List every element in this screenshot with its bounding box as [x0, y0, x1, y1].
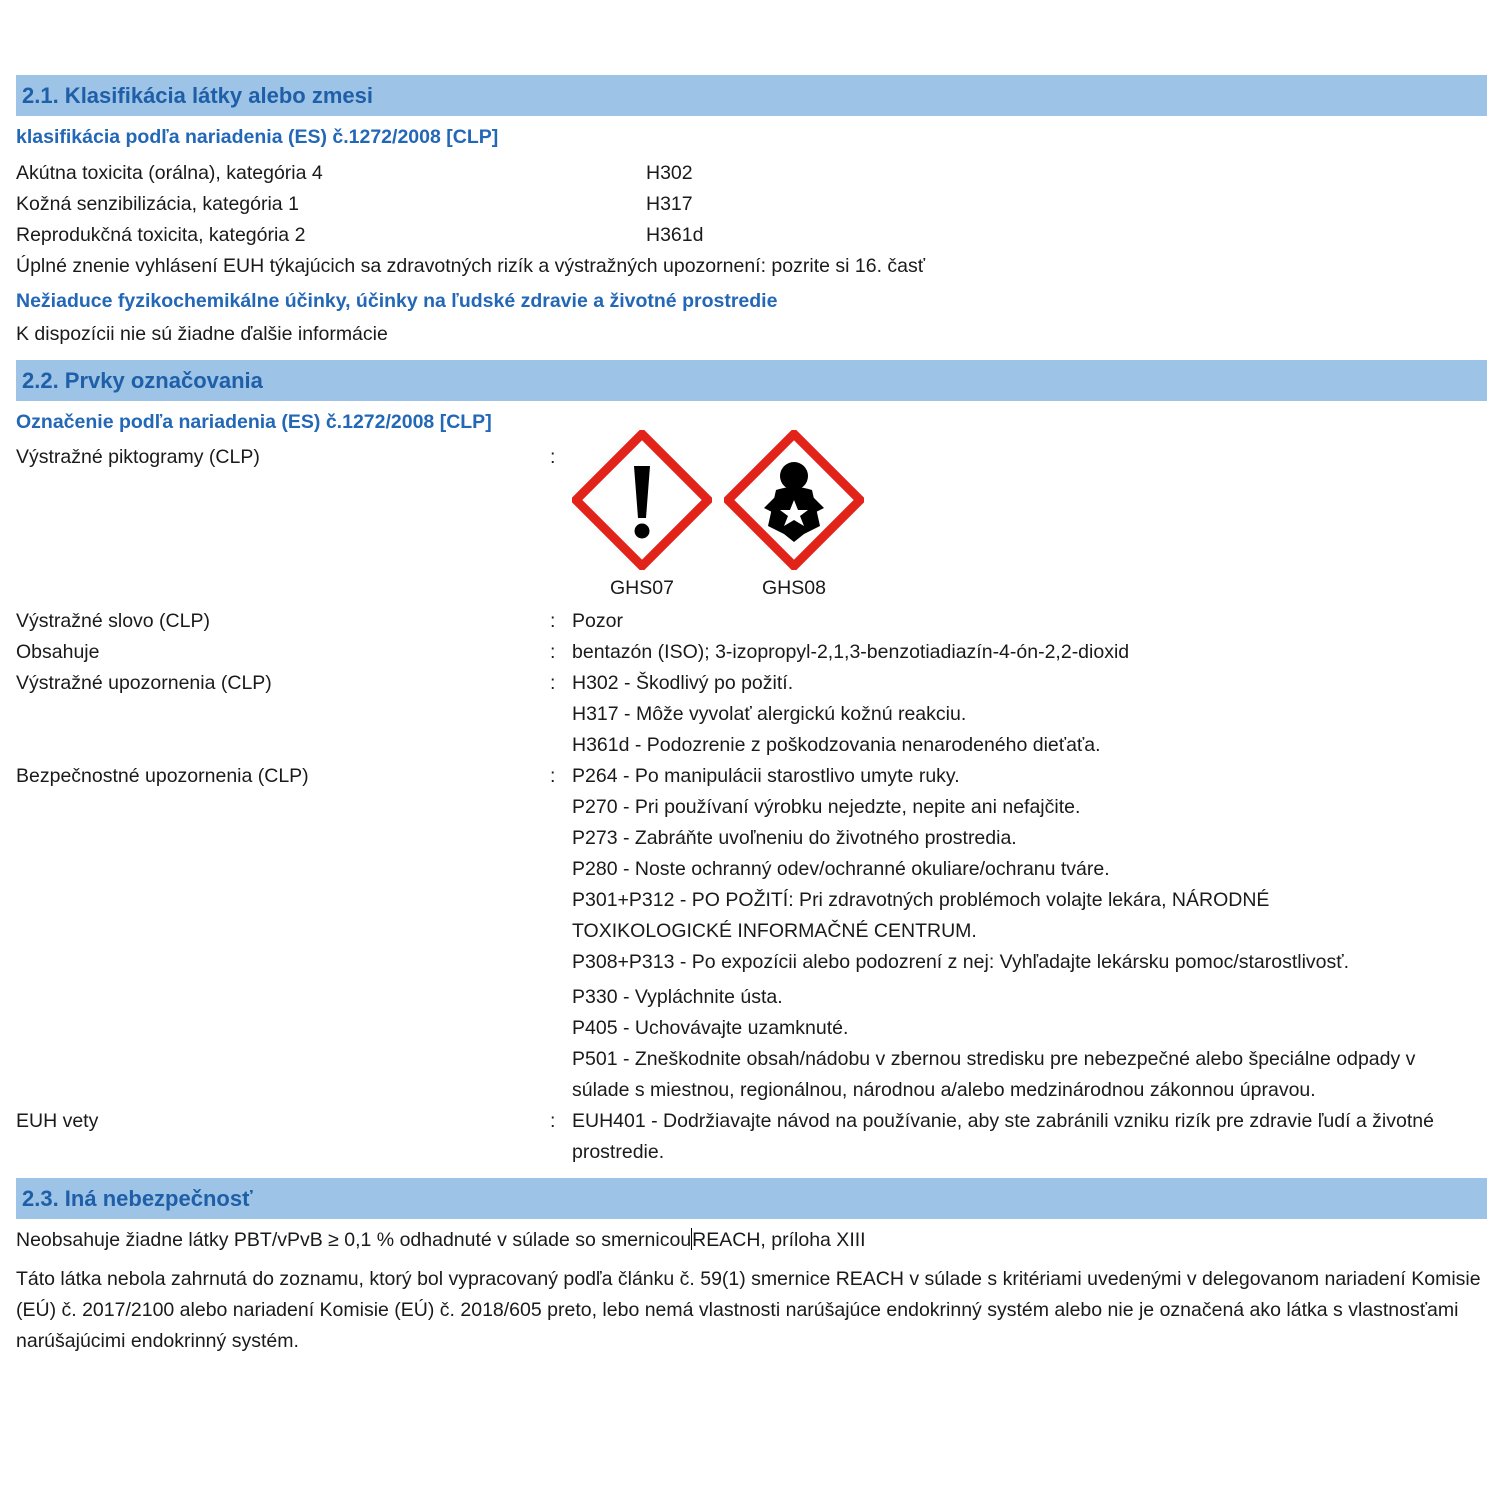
classification-name: Kožná senzibilizácia, kategória 1 [16, 193, 299, 215]
subheading-clp-classification: klasifikácia podľa nariadenia (ES) č.1272/2008 [CLP] [16, 126, 499, 148]
contains-row [16, 637, 1487, 668]
hazard-statement: H361d - Podozrenie z poškodzovania nenarodeného dieťaťa. [572, 734, 1101, 756]
section-header-2-1: 2.1. Klasifikácia látky alebo zmesi [16, 75, 1487, 116]
contains-value: bentazón (ISO); 3-izopropyl-2,1,3-benzotiadiazín-4-ón-2,2-dioxid [572, 641, 1130, 663]
classification-name: Reprodukčná toxicita, kategória 2 [16, 224, 306, 246]
endocrine-disruptor-text: Táto látka nebola zahrnutá do zoznamu, ktorý bol vypracovaný podľa článku č. 59(1) smernice REACH v súlade s kritériami uvedenými v delegovanom nariadení Komisie (EÚ) č. 2017/2100 alebo nariadení Komisie (EÚ) č. 2018/605 preto, lebo nemá vlastnosti narúšajúce endokrinný systém alebo nie je označená ako látka s vlastnosťami narúšajúcimi endokrinný systém. [16, 1268, 1481, 1352]
subheading-clp-labelling: Označenie podľa nariadenia (ES) č.1272/2008 [CLP] [16, 411, 492, 433]
pictogram-ghs08 [724, 430, 864, 600]
pictogram-list [572, 430, 1487, 600]
colon: : [550, 765, 556, 787]
euh-statements-label: EUH vety [16, 1110, 99, 1132]
pictogram-code: GHS07 [610, 577, 674, 599]
signal-word-row [16, 606, 1487, 637]
pictogram-code: GHS08 [762, 577, 826, 599]
subheading-adverse-effects: Nežiaduce fyzikochemikálne účinky, účinky na ľudské zdravie a životné prostredie [16, 290, 778, 312]
precautionary-statement: P301+P312 - PO POŽITÍ: Pri zdravotných problémoch volajte lekára, NÁRODNÉ TOXIKOLOGICKÉ INFORMAČNÉ CENTRUM. [572, 889, 1270, 942]
colon: : [550, 672, 556, 694]
colon: : [550, 1110, 556, 1132]
pbt-vpvb-text-part: REACH, príloha XIII [692, 1229, 866, 1251]
classification-code: H361d [646, 224, 704, 246]
precautionary-statement: P308+P313 - Po expozícii alebo podozrení z nej: Vyhľadajte lekársku pomoc/starostlivosť. [572, 951, 1350, 973]
signal-word-label: Výstražné slovo (CLP) [16, 610, 210, 632]
health-hazard-icon [724, 430, 864, 570]
classification-row [16, 189, 1487, 220]
precautionary-statement: P273 - Zabráňte uvoľneniu do životného prostredia. [572, 827, 1017, 849]
sds-section-2 [16, 75, 1487, 1357]
section-header-2-2: 2.2. Prvky označovania [16, 360, 1487, 401]
pictograms-value [572, 442, 1487, 600]
classification-name: Akútna toxicita (orálna), kategória 4 [16, 162, 323, 184]
colon: : [550, 446, 556, 468]
colon: : [550, 610, 556, 632]
precautionary-statement: P330 - Vypláchnite ústa. [572, 986, 783, 1008]
precautionary-statement: P270 - Pri používaní výrobku nejedzte, nepite ani nefajčite. [572, 796, 1081, 818]
classification-row [16, 158, 1487, 189]
section-header-2-3: 2.3. Iná nebezpečnosť [16, 1178, 1487, 1219]
precautionary-statements-row [16, 761, 1487, 1106]
pictograms-label: Výstražné piktogramy (CLP) [16, 446, 260, 468]
pictograms-row [16, 442, 1487, 600]
adverse-effects-text: K dispozícii nie sú žiadne ďalšie informácie [16, 323, 388, 345]
euh-statement: EUH401 - Dodržiavajte návod na používanie, aby ste zabránili vzniku rizík pre zdravie ľudí a životné prostredie. [572, 1110, 1434, 1163]
hazard-statement: H317 - Môže vyvolať alergickú kožnú reakciu. [572, 703, 967, 725]
signal-word-value: Pozor [572, 610, 623, 632]
precautionary-statement: P405 - Uchovávajte uzamknuté. [572, 1017, 849, 1039]
classification-row [16, 220, 1487, 251]
euh-full-text-note: Úplné znenie vyhlásení EUH týkajúcich sa zdravotných rizík a výstražných upozornení: pozrite si 16. časť [16, 255, 926, 277]
precautionary-statement: P501 - Zneškodnite obsah/nádobu v zbernou stredisku pre nebezpečné alebo špeciálne odpady v súlade s miestnou, regionálnou, národnou a/alebo medzinárodnou zákonnou úpravou. [572, 1048, 1416, 1101]
pbt-vpvb-text-part: Neobsahuje žiadne látky PBT/vPvB ≥ 0,1 % odhadnuté v súlade so smernicou [16, 1229, 692, 1251]
precautionary-statement: P264 - Po manipulácii starostlivo umyte ruky. [572, 765, 960, 787]
classification-code: H317 [646, 193, 693, 215]
hazard-statement: H302 - Škodlivý po požití. [572, 672, 794, 694]
exclamation-mark-icon [572, 430, 712, 570]
euh-statements-row [16, 1106, 1487, 1168]
pictogram-ghs07 [572, 430, 712, 600]
precautionary-statements-list [572, 761, 1487, 1106]
classification-table [16, 158, 1487, 251]
pbt-vpvb-text [16, 1225, 1487, 1256]
contains-label: Obsahuje [16, 641, 100, 663]
classification-code: H302 [646, 162, 693, 184]
hazard-statements-row [16, 668, 1487, 761]
colon: : [550, 641, 556, 663]
hazard-statements-label: Výstražné upozornenia (CLP) [16, 672, 272, 694]
precautionary-statement: P280 - Noste ochranný odev/ochranné okuliare/ochranu tváre. [572, 858, 1110, 880]
hazard-statements-list [572, 668, 1487, 761]
precautionary-statements-label: Bezpečnostné upozornenia (CLP) [16, 765, 309, 787]
